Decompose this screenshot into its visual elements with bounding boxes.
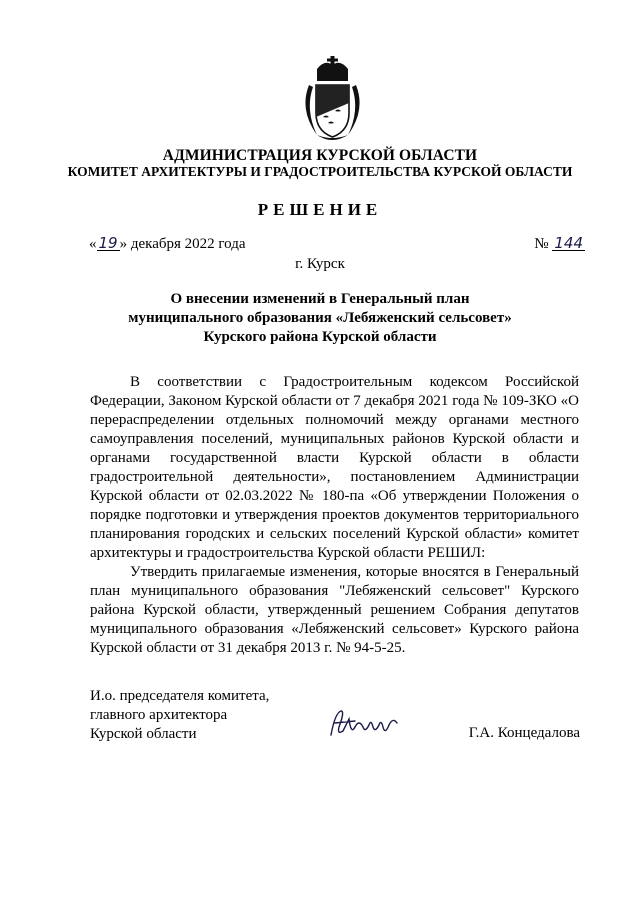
kursk-region-coat-of-arms-icon [295,55,370,143]
number-prefix: № [534,236,549,252]
signatory-name: Г.А. Концедалова [468,725,580,741]
document-body [90,373,579,658]
document-subject [100,290,540,347]
document-type-title: РЕШЕНИЕ [257,200,383,219]
header-committee: КОМИТЕТ АРХИТЕКТУРЫ И ГРАДОСТРОИТЕЛЬСТВА КУРСКОЙ ОБЛАСТИ [67,164,573,179]
header-administration: АДМИНИСТРАЦИЯ КУРСКОЙ ОБЛАСТИ [162,147,478,164]
date-rest: декабря 2022 года [127,236,246,252]
handwritten-signature [325,705,405,745]
body-paragraph-2: Утвердить прилагаемые изменения, которые вносятся в Генеральный план муниципального образования "Лебяженский сельсовет" Курского района Курской области, утвержденный решением Собрания депутатов муниципального образования «Лебяженский сельсовет» Курского района Курской области от 31 декабря 2013 г. № 94-5-25. [90,564,579,656]
position-line: главного архитектора [90,707,228,723]
subject-line: муниципального образования «Лебяженский сельсовет» [128,310,512,326]
document-number [534,236,585,253]
date-open-quote: « [89,236,97,252]
subject-line: О внесении изменений в Генеральный план [170,291,470,307]
position-line: Курской области [90,726,197,742]
number-value-handwritten: 144 [554,234,583,252]
document-place: г. Курск [295,256,345,272]
document-date [89,236,246,253]
date-close-quote: » [119,236,128,252]
subject-line: Курского района Курской области [203,329,437,345]
date-day-handwritten: 19 [98,234,118,252]
position-line: И.о. председателя комитета, [90,688,270,704]
body-paragraph-1: В соответствии с Градостроительным кодексом Российской Федерации, Законом Курской области от 7 декабря 2021 года № 109-ЗКО «О перераспределении отдельных полномочий между органами местного самоуправления поселений, муниципальных районов Курской области и органами государственной власти Курской области в области градостроительной деятельности», постановлением Администрации Курской области от 02.03.2022 № 180-па «Об утверждении Положения о порядке подготовки и утверждения проектов документов территориального планирования городских и сельских поселений Курской области» комитет архитектуры и градостроительства Курской области РЕШИЛ: [90,374,579,561]
signatory-position [90,687,269,744]
